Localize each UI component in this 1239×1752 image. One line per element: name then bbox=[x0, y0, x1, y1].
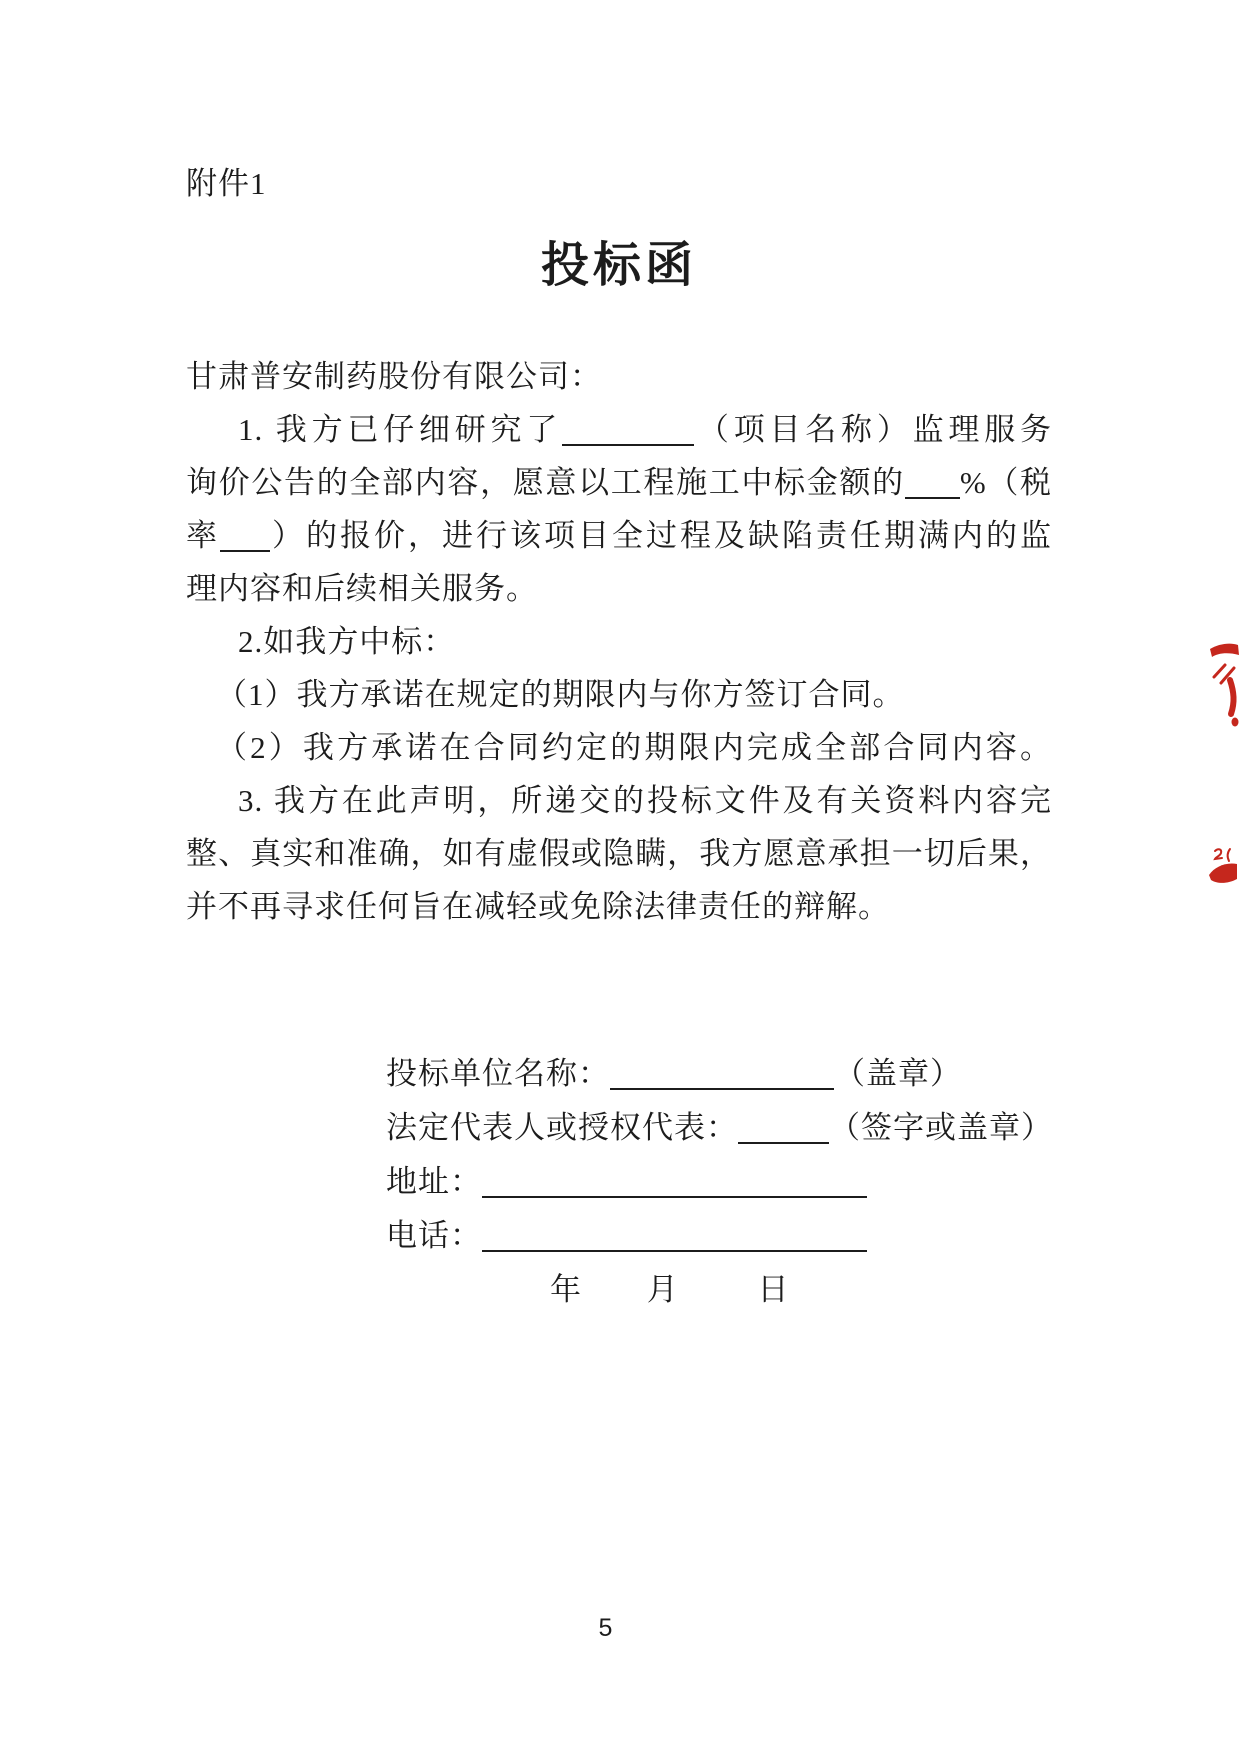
signature-row bbox=[386, 1101, 1086, 1155]
letter-body bbox=[186, 350, 1052, 933]
letter-text: ）的报价，进行该项目全过程及缺陷责任期满内的监 bbox=[270, 518, 1052, 553]
letter-text: 3. 我方在此声明，所递交的投标文件及有关资料内容完 bbox=[238, 783, 1052, 818]
date-line bbox=[386, 1263, 1086, 1317]
letter-text: 2.如我方中标： bbox=[238, 624, 456, 659]
letter-line bbox=[186, 509, 1052, 562]
signature-label: 法定代表人或授权代表： bbox=[386, 1110, 738, 1145]
letter-text: 理内容和后续相关服务。 bbox=[186, 571, 538, 606]
fill-in-blank bbox=[905, 468, 960, 499]
letter-text: 1. 我方已仔细研究了 bbox=[238, 412, 563, 447]
date-year-label: 年 bbox=[550, 1272, 582, 1307]
red-ink-stroke-fragment-icon bbox=[1206, 846, 1239, 894]
signature-label: 投标单位名称： bbox=[386, 1056, 610, 1091]
signature-row bbox=[386, 1155, 1086, 1209]
letter-text: 率 bbox=[186, 518, 220, 553]
letter-line bbox=[186, 880, 1052, 933]
letter-text: 询价公告的全部内容，愿意以工程施工中标金额的 bbox=[186, 465, 905, 500]
letter-line bbox=[186, 668, 1052, 721]
date-month-label: 月 bbox=[646, 1272, 679, 1307]
signature-row bbox=[386, 1047, 1086, 1101]
fill-in-blank bbox=[610, 1059, 834, 1090]
red-ink-stroke-fragment-icon bbox=[1204, 640, 1239, 730]
letter-text: %（税 bbox=[959, 465, 1052, 500]
fill-in-blank bbox=[562, 415, 694, 446]
letter-text: （2）我方承诺在合同约定的期限内完成全部合同内容。 bbox=[216, 730, 1052, 765]
letter-text: 并不再寻求任何旨在减轻或免除法律责任的辩解。 bbox=[186, 889, 890, 924]
letter-text: （项目名称）监理服务 bbox=[694, 412, 1053, 447]
fill-in-blank bbox=[482, 1167, 867, 1198]
signature-rows bbox=[386, 1047, 1086, 1263]
fill-in-blank bbox=[738, 1113, 829, 1144]
page-number: 5 bbox=[598, 1614, 613, 1642]
date-day-label: 日 bbox=[757, 1272, 790, 1307]
letter-lines bbox=[186, 403, 1052, 933]
signature-suffix: （盖章） bbox=[834, 1056, 962, 1091]
letter-text: 整、真实和准确，如有虚假或隐瞒，我方愿意承担一切后果， bbox=[186, 836, 1052, 871]
letter-text: （1）我方承诺在规定的期限内与你方签订合同。 bbox=[216, 677, 905, 712]
letter-line bbox=[186, 562, 1052, 615]
letter-line bbox=[186, 827, 1052, 880]
signature-suffix: （签字或盖章） bbox=[829, 1110, 1053, 1145]
fill-in-blank bbox=[220, 521, 270, 552]
letter-line bbox=[186, 721, 1052, 774]
page-title: 投标函 bbox=[540, 239, 697, 292]
letter-line bbox=[186, 774, 1052, 827]
attachment-label: 附件1 bbox=[186, 166, 267, 201]
letter-line bbox=[186, 615, 1052, 668]
fill-in-blank bbox=[482, 1221, 867, 1252]
signature-row bbox=[386, 1209, 1086, 1263]
signature-label: 地址： bbox=[386, 1164, 482, 1199]
letter-line bbox=[186, 403, 1052, 456]
salutation: 甘肃普安制药股份有限公司： bbox=[186, 359, 602, 394]
signature-block bbox=[386, 1047, 1086, 1317]
letter-line bbox=[186, 456, 1052, 509]
signature-label: 电话： bbox=[386, 1218, 482, 1253]
